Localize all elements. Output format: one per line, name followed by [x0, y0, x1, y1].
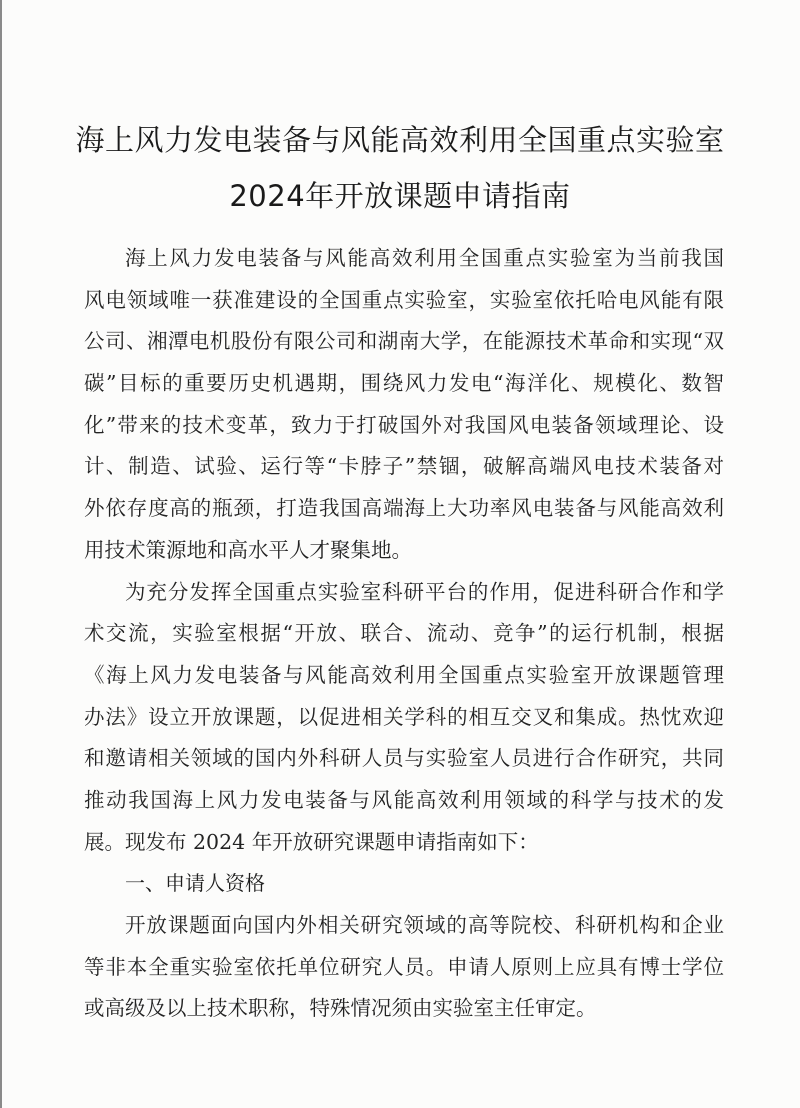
paragraph-line: 推动我国海上风力发电装备与风能高效利用领域的科学与技术的发: [84, 787, 724, 812]
document-body: [84, 238, 724, 1030]
section-heading-applicant-qualification: 一、申请人资格: [125, 871, 265, 896]
paragraph-qualification: [84, 905, 724, 1030]
paragraph-line: 等非本全重实验室依托单位研究人员。申请人原则上应具有博士学位: [84, 954, 724, 979]
paragraph-purpose: [84, 572, 724, 864]
paragraph-line: 为充分发挥全国重点实验室科研平台的作用，促进科研合作和学: [125, 579, 724, 604]
title-line-1: 海上风力发电装备与风能高效利用全国重点实验室: [75, 123, 725, 157]
paragraph-line: 术交流，实验室根据“开放、联合、流动、竞争”的运行机制，根据: [84, 621, 724, 646]
paragraph-line: 计、制造、试验、运行等“卡脖子”禁锢，破解高端风电技术装备对: [84, 454, 724, 479]
paragraph-line: 用技术策源地和高水平人才聚集地。: [84, 537, 412, 562]
paragraph-line: 和邀请相关领域的国内外科研人员与实验室人员进行合作研究，共同: [84, 746, 724, 771]
paragraph-line: 碳”目标的重要历史机遇期，围绕风力发电“海洋化、规模化、数智: [84, 371, 724, 396]
paragraph-line: 或高级及以上技术职称，特殊情况须由实验室主任审定。: [84, 996, 597, 1021]
paragraph-line: 开放课题面向国内外相关研究领域的高等院校、科研机构和企业: [125, 913, 724, 937]
document-title: [0, 112, 800, 224]
paragraph-line: 《海上风力发电装备与风能高效利用全国重点实验室开放课题管理: [84, 662, 724, 687]
paragraph-line: 外依存度高的瓶颈，打造我国高端海上大功率风电装备与风能高效利: [84, 496, 724, 521]
title-line-2: 2024年开放课题申请指南: [229, 179, 571, 213]
paragraph-line: 办法》设立开放课题，以促进相关学科的相互交叉和集成。热忱欢迎: [84, 704, 724, 729]
paragraph-line: 海上风力发电装备与风能高效利用全国重点实验室为当前我国: [125, 246, 724, 270]
paragraph-line: 展。现发布 2024 年开放研究课题申请指南如下：: [84, 829, 539, 854]
paragraph-line: 公司、湘潭电机股份有限公司和湖南大学，在能源技术革命和实现“双: [84, 329, 724, 354]
paragraph-intro: [84, 238, 724, 572]
paragraph-line: 化”带来的技术变革，致力于打破国外对我国风电装备领域理论、设: [84, 412, 724, 437]
paragraph-line: 风电领域唯一获准建设的全国重点实验室，实验室依托哈电风能有限: [84, 287, 724, 312]
